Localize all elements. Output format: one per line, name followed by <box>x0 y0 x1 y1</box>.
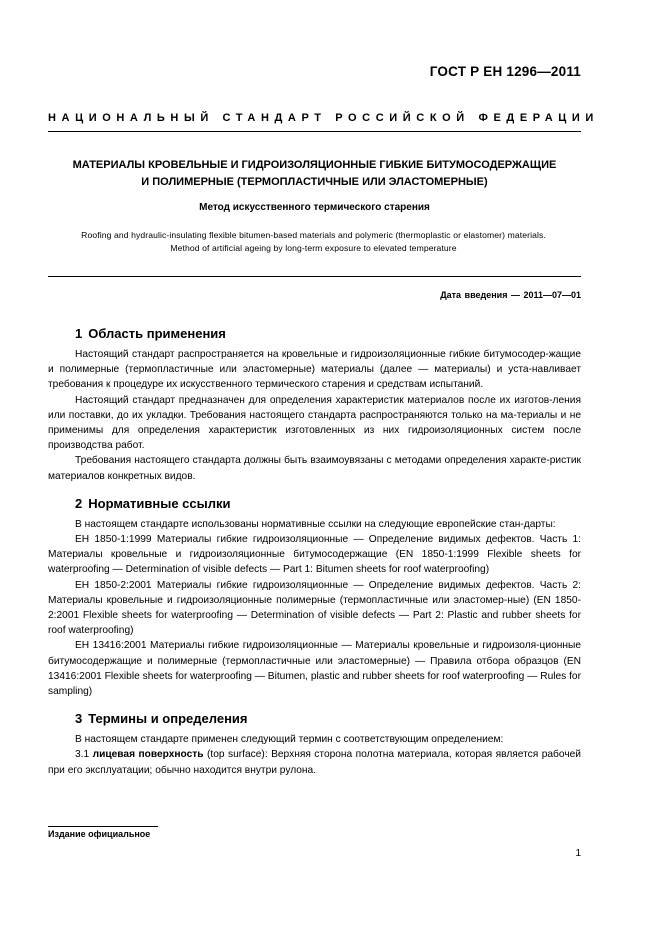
title-line-2: И ПОЛИМЕРНЫЕ (ТЕРМОПЛАСТИЧНЫЕ ИЛИ ЭЛАСТОМЕРНЫЕ) <box>141 176 488 188</box>
term-name: лицевая поверхность <box>92 749 204 761</box>
english-title-line-1: Roofing and hydraulic-insulating flexible bitumen-based materials and polymeric (thermoplastic or elastomer) materials. <box>81 230 546 240</box>
document-title <box>48 157 581 191</box>
footer-divider <box>48 826 158 827</box>
section-scope <box>48 326 581 484</box>
national-standard-heading: НАЦИОНАЛЬНЫЙ СТАНДАРТ РОССИЙСКОЙ ФЕДЕРАЦИИ <box>48 112 599 124</box>
reference-item: ЕН 1850-2:2001 Материалы гибкие гидроизоляционные — Определение видимых дефектов. Часть 2: Материалы кровельные и гидроизоляционные полимерные (термопластичные или эластомер-ные) (EN 1850-2:2001 Flexible sheets for waterproofing — Determination of visible defects — Part 2: Plastic and rubber sheets for roof waterproofing) <box>48 579 581 637</box>
paragraph: В настоящем стандарте применен следующий термин с соответствующим определением: <box>75 734 504 746</box>
main-content <box>48 326 581 790</box>
page-number: 1 <box>575 848 581 859</box>
paragraph: В настоящем стандарте использованы нормативные ссылки на следующие европейские стан-дарты: <box>75 518 556 530</box>
section-normative-references <box>48 496 581 699</box>
reference-item: ЕН 13416:2001 Материалы гибкие гидроизоляционные — Материалы кровельные и гидроизоля-ционные битумосодержащие и полимерные (термопластичные или эластомерные) — Правила отбора образцов (EN 13416:2001 Flexible sheets for waterproofing — Bitumen, plastic and rubber sheets for roof waterproofing — Rules for sampling) <box>48 640 581 698</box>
introduction-date: Дата введения — 2011—07—01 <box>440 290 581 300</box>
paragraph: Настоящий стандарт распространяется на кровельные и гидроизоляционные гибкие битумосодер-жащие и полимерные (термопластичные или эластомерные) материалы (далее — материалы) и уста-навливает требования к процедуре их искусственного термического старения и средствам испытаний. <box>48 349 581 391</box>
section-number: 1 <box>75 326 83 341</box>
title-line-1: МАТЕРИАЛЫ КРОВЕЛЬНЫЕ И ГИДРОИЗОЛЯЦИОННЫЕ ГИБКИЕ БИТУМОСОДЕРЖАЩИЕ <box>72 159 557 171</box>
english-title-line-2: Method of artificial ageing by long-term exposure to elevated temperature <box>170 242 457 253</box>
section-heading <box>48 496 581 511</box>
reference-item: ЕН 1850-1:1999 Материалы гибкие гидроизоляционные — Определение видимых дефектов. Часть 1: Материалы кровельные и гидроизоляционные битумосодержащие (EN 1850-1:1999 Flexible sheets for waterproofing — Determination of visible defects — Part 1: Bitumen sheets for roof waterproofing) <box>48 534 581 576</box>
official-edition-note: Издание официальное <box>48 829 151 839</box>
paragraph: Требования настоящего стандарта должны быть взаимоувязаны с методами определения характе-ристик материалов конкретных видов. <box>48 455 581 482</box>
term-text: (top surface): Верхняя сторона полотна материала, которая является рабочей при его эксплуатации; обычно находится внутри рулона. <box>48 749 581 776</box>
section-heading <box>48 326 581 341</box>
title-divider <box>48 276 581 277</box>
paragraph: Настоящий стандарт предназначен для определения характеристик материалов после их изготов-ления или поставки, до их укладки. Требования настоящего стандарта распространяются только на ма-териалы и не применимы для определения характеристик изготовленных из них гидроизоляционных систем после производства работ. <box>48 394 581 452</box>
english-title <box>30 229 597 254</box>
section-number: 3 <box>75 711 83 727</box>
section-heading <box>48 711 581 726</box>
section-title: Область применения <box>88 326 226 341</box>
section-number: 2 <box>75 495 83 511</box>
section-title: Термины и определения <box>88 711 248 727</box>
term-number: 3.1 <box>75 749 90 761</box>
standard-code: ГОСТ Р ЕН 1296—2011 <box>429 64 581 79</box>
method-subtitle: Метод искусственного термического старения <box>199 202 430 213</box>
section-title: Нормативные ссылки <box>88 495 231 511</box>
top-divider <box>48 131 581 132</box>
section-terms <box>48 711 581 778</box>
term-definition <box>48 747 581 777</box>
